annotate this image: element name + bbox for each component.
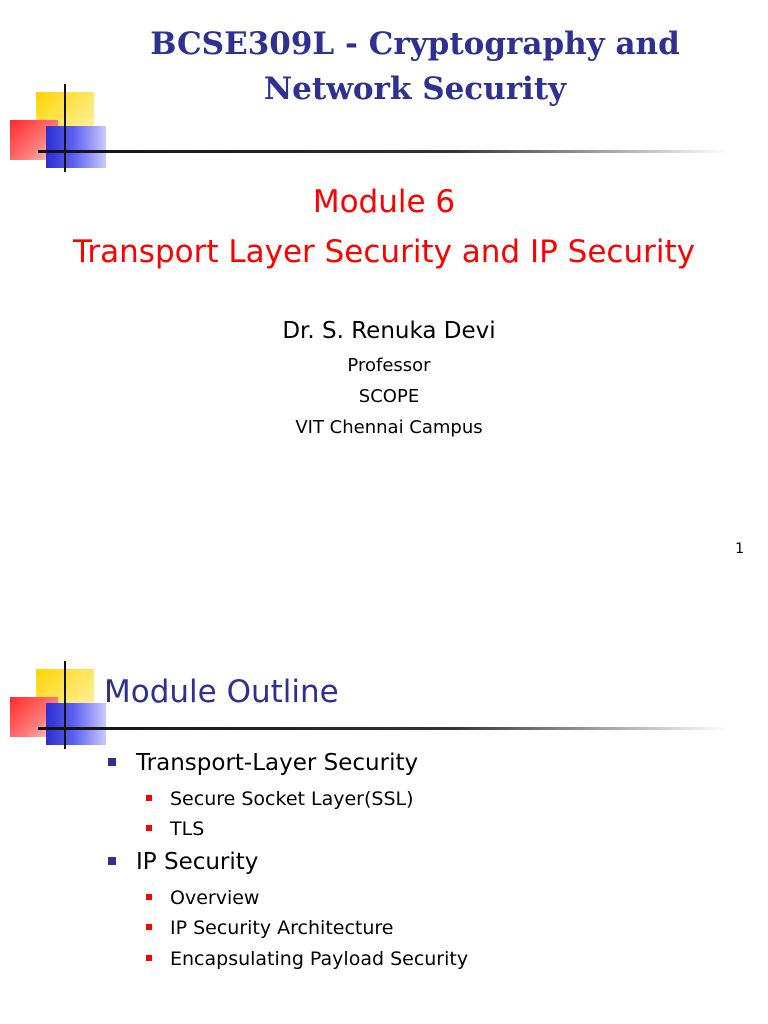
square-bullet-icon <box>146 894 152 900</box>
author-name: Dr. S. Renuka Devi <box>282 318 496 344</box>
square-bullet-icon <box>108 758 116 766</box>
square-bullet-icon <box>146 795 152 801</box>
page-number: 1 <box>735 541 744 557</box>
square-bullet-icon <box>108 857 116 865</box>
module-subtitle: Transport Layer Security and IP Security <box>73 234 695 270</box>
section-label: IP Security <box>136 849 259 875</box>
section-label: Transport-Layer Security <box>136 750 419 776</box>
square-bullet-icon <box>146 955 152 961</box>
subitem-label: Overview <box>170 887 260 909</box>
subitem-label: IP Security Architecture <box>170 917 394 939</box>
author-campus: VIT Chennai Campus <box>295 417 483 438</box>
author-department: SCOPE <box>358 386 420 407</box>
vertical-rule <box>64 661 66 749</box>
horizontal-rule <box>38 727 728 730</box>
course-title: BCSE309L - Cryptography and Network Security <box>150 26 680 107</box>
blue-square-shape <box>46 126 106 168</box>
subitem-label: Encapsulating Payload Security <box>170 948 469 970</box>
module-number: Module 6 <box>312 184 456 220</box>
outline-slide <box>0 640 768 1024</box>
square-bullet-icon <box>146 825 152 831</box>
subitem-label: Secure Socket Layer(SSL) <box>170 788 414 810</box>
subitem-label: TLS <box>170 818 205 840</box>
square-bullet-icon <box>146 924 152 930</box>
blue-square-shape <box>46 703 106 745</box>
vertical-rule <box>64 84 66 172</box>
author-role: Professor <box>347 355 431 376</box>
outline-title: Module Outline <box>104 674 339 710</box>
horizontal-rule <box>38 150 728 153</box>
